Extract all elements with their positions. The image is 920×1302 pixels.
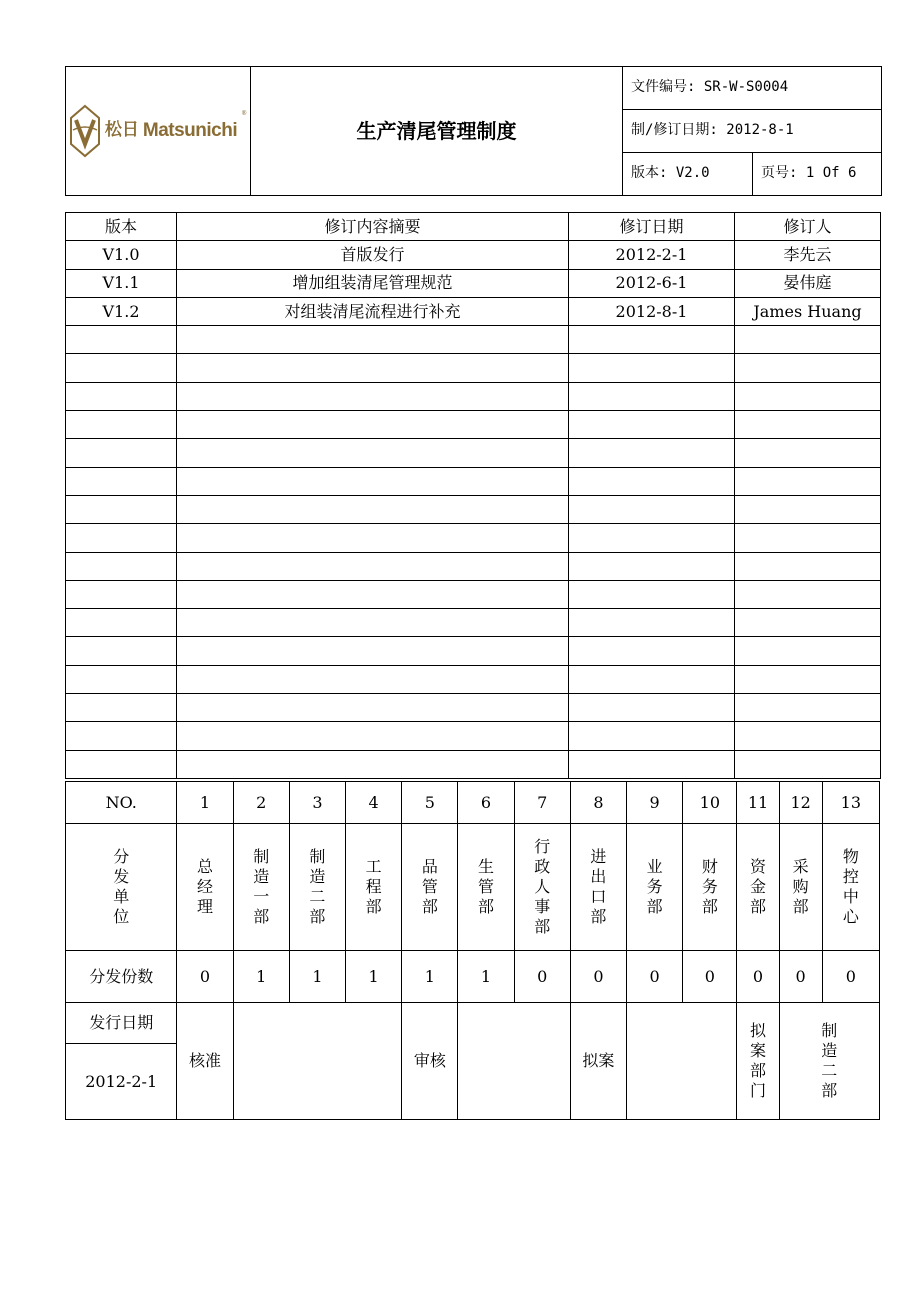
dept-number: 1 — [177, 782, 233, 824]
column-header: 修订内容摘要 — [177, 213, 569, 241]
unit-label-char: 发 — [113, 867, 130, 886]
empty-cell — [177, 665, 569, 693]
dept-name-char: 购 — [792, 877, 809, 896]
dept-number: 6 — [458, 782, 514, 824]
empty-row — [66, 750, 881, 778]
empty-cell — [735, 750, 881, 778]
copy-count: 0 — [779, 951, 822, 1003]
dept-name — [233, 824, 289, 951]
unit-label-char: 单 — [113, 887, 130, 906]
dept-name-char: 资 — [749, 857, 766, 876]
empty-cell — [177, 580, 569, 608]
draft-dept-char: 造 — [821, 1041, 838, 1060]
empty-cell — [735, 552, 881, 580]
empty-row — [66, 722, 881, 750]
empty-cell — [177, 495, 569, 523]
dept-name-char: 部 — [309, 907, 326, 926]
copy-count: 1 — [346, 951, 402, 1003]
empty-cell — [66, 552, 177, 580]
copy-count: 1 — [289, 951, 345, 1003]
dept-name-char: 出 — [590, 867, 607, 886]
draft-label: 拟案 — [570, 1003, 626, 1120]
table-cell: James Huang — [735, 297, 881, 325]
dept-name — [458, 824, 514, 951]
document-title: 生产清尾管理制度 — [251, 67, 623, 196]
dept-name-char: 部 — [365, 897, 382, 916]
empty-row — [66, 552, 881, 580]
empty-row — [66, 354, 881, 382]
issue-date-label: 发行日期 — [66, 1003, 177, 1044]
dept-name-char: 程 — [365, 877, 382, 896]
column-header: 修订人 — [735, 213, 881, 241]
empty-cell — [177, 411, 569, 439]
dept-name-char: 造 — [309, 867, 326, 886]
dept-name-char: 生 — [478, 857, 495, 876]
empty-cell — [569, 637, 735, 665]
dept-name-char: 部 — [534, 917, 551, 936]
dept-number: 13 — [822, 782, 879, 824]
copy-count: 1 — [402, 951, 458, 1003]
dept-name-char: 控 — [842, 867, 859, 886]
empty-cell — [569, 694, 735, 722]
empty-cell — [177, 382, 569, 410]
copy-count: 0 — [683, 951, 737, 1003]
dept-name-char: 金 — [749, 877, 766, 896]
empty-row — [66, 411, 881, 439]
empty-cell — [66, 354, 177, 382]
logo-english-name: Matsunichi — [142, 120, 238, 142]
empty-row — [66, 382, 881, 410]
empty-row — [66, 524, 881, 552]
empty-cell — [569, 495, 735, 523]
empty-row — [66, 580, 881, 608]
dept-name-char: 中 — [842, 887, 859, 906]
empty-cell — [66, 694, 177, 722]
dept-number: 7 — [514, 782, 570, 824]
empty-row — [66, 665, 881, 693]
draft-dept-char: 部 — [821, 1081, 838, 1100]
empty-revision-rows — [66, 326, 881, 779]
empty-cell — [735, 439, 881, 467]
empty-cell — [66, 439, 177, 467]
empty-cell — [66, 637, 177, 665]
dept-name-char: 一 — [253, 887, 270, 906]
dept-number: 3 — [289, 782, 345, 824]
dept-name — [822, 824, 879, 951]
review-label: 审核 — [402, 1003, 458, 1120]
empty-cell — [66, 609, 177, 637]
revision-date: 制/修订日期: 2012-8-1 — [623, 110, 882, 153]
empty-cell — [66, 411, 177, 439]
empty-cell — [569, 580, 735, 608]
empty-cell — [569, 382, 735, 410]
page-number: 页号: 1 Of 6 — [753, 153, 882, 196]
empty-cell — [66, 524, 177, 552]
empty-cell — [66, 495, 177, 523]
dept-name-char: 二 — [309, 887, 326, 906]
empty-cell — [569, 326, 735, 354]
empty-cell — [569, 354, 735, 382]
empty-row — [66, 467, 881, 495]
dept-name — [779, 824, 822, 951]
draft-dept — [779, 1003, 879, 1120]
empty-cell — [177, 524, 569, 552]
table-cell: V1.1 — [66, 269, 177, 297]
company-logo — [66, 104, 250, 158]
empty-cell — [569, 750, 735, 778]
dept-name-char: 品 — [421, 857, 438, 876]
table-cell: 李先云 — [735, 241, 881, 269]
dept-name-char: 务 — [646, 877, 663, 896]
empty-cell — [177, 326, 569, 354]
empty-cell — [177, 439, 569, 467]
draft-signature — [627, 1003, 737, 1120]
dept-name-char: 物 — [842, 847, 859, 866]
empty-cell — [569, 439, 735, 467]
dept-name-char: 心 — [842, 907, 859, 926]
draft-dept-label-char: 门 — [749, 1081, 766, 1100]
empty-row — [66, 495, 881, 523]
empty-row — [66, 609, 881, 637]
document-number: 文件编号: SR-W-S0004 — [623, 67, 882, 110]
dept-name-char: 政 — [534, 857, 551, 876]
dept-number: 9 — [627, 782, 683, 824]
empty-cell — [66, 382, 177, 410]
empty-row — [66, 326, 881, 354]
empty-cell — [177, 694, 569, 722]
draft-dept-label-char: 案 — [749, 1041, 766, 1060]
empty-cell — [177, 354, 569, 382]
empty-cell — [66, 580, 177, 608]
table-cell: V1.0 — [66, 241, 177, 269]
empty-cell — [569, 722, 735, 750]
empty-cell — [735, 609, 881, 637]
dept-name-char: 财 — [701, 857, 718, 876]
dept-name-char: 总 — [197, 857, 214, 876]
number-label: NO. — [66, 782, 177, 824]
empty-row — [66, 439, 881, 467]
empty-cell — [735, 354, 881, 382]
empty-row — [66, 694, 881, 722]
dept-number: 4 — [346, 782, 402, 824]
dept-name-char: 造 — [253, 867, 270, 886]
empty-cell — [735, 722, 881, 750]
issue-date: 2012-2-1 — [66, 1044, 177, 1120]
empty-cell — [177, 750, 569, 778]
empty-cell — [66, 665, 177, 693]
revision-history-table — [65, 212, 881, 779]
empty-cell — [177, 722, 569, 750]
draft-dept-char: 制 — [821, 1021, 838, 1040]
dept-number: 8 — [570, 782, 626, 824]
table-row — [66, 241, 881, 269]
table-cell: V1.2 — [66, 297, 177, 325]
dept-name-char: 人 — [534, 877, 551, 896]
dept-name — [737, 824, 779, 951]
dept-name-char: 部 — [421, 897, 438, 916]
dept-name-char: 制 — [309, 847, 326, 866]
dept-number: 12 — [779, 782, 822, 824]
approve-signature — [233, 1003, 402, 1120]
dept-name-char: 部 — [590, 907, 607, 926]
dept-name-char: 工 — [365, 857, 382, 876]
empty-cell — [66, 467, 177, 495]
copy-count: 1 — [233, 951, 289, 1003]
count-row — [66, 951, 880, 1003]
issue-row — [66, 1003, 880, 1044]
empty-cell — [177, 637, 569, 665]
empty-cell — [735, 495, 881, 523]
table-cell: 晏伟庭 — [735, 269, 881, 297]
empty-cell — [735, 524, 881, 552]
table-row — [66, 297, 881, 325]
dept-name — [346, 824, 402, 951]
table-row — [66, 269, 881, 297]
dept-name-char: 理 — [197, 897, 214, 916]
empty-cell — [735, 694, 881, 722]
dept-name — [402, 824, 458, 951]
dept-name — [177, 824, 233, 951]
dept-name-char: 业 — [646, 857, 663, 876]
review-signature — [458, 1003, 570, 1120]
empty-cell — [177, 609, 569, 637]
revision-header-row — [66, 213, 881, 241]
dept-number: 10 — [683, 782, 737, 824]
empty-cell — [735, 580, 881, 608]
table-cell: 对组装清尾流程进行补充 — [177, 297, 569, 325]
copy-count: 0 — [737, 951, 779, 1003]
table-cell: 2012-2-1 — [569, 241, 735, 269]
dept-name-char: 部 — [478, 897, 495, 916]
column-header: 版本 — [66, 213, 177, 241]
empty-cell — [569, 411, 735, 439]
unit-label-char: 分 — [113, 847, 130, 866]
empty-cell — [569, 665, 735, 693]
count-label: 分发份数 — [66, 951, 177, 1003]
copy-count: 0 — [570, 951, 626, 1003]
empty-row — [66, 637, 881, 665]
empty-cell — [569, 467, 735, 495]
approve-label: 核准 — [177, 1003, 233, 1120]
dept-name-char: 管 — [478, 877, 495, 896]
dept-name-char: 务 — [701, 877, 718, 896]
document-header — [65, 66, 882, 196]
draft-dept-label — [737, 1003, 779, 1120]
logo-chinese-name: 松日 — [104, 120, 139, 141]
empty-cell — [569, 552, 735, 580]
dept-name — [514, 824, 570, 951]
dept-name-char: 经 — [197, 877, 214, 896]
empty-cell — [735, 382, 881, 410]
dept-number: 2 — [233, 782, 289, 824]
dept-name-char: 口 — [590, 887, 607, 906]
table-cell: 首版发行 — [177, 241, 569, 269]
copy-count: 0 — [177, 951, 233, 1003]
empty-cell — [735, 637, 881, 665]
dept-name-char: 部 — [253, 907, 270, 926]
dept-name-char: 采 — [792, 857, 809, 876]
dept-name — [683, 824, 737, 951]
empty-cell — [66, 326, 177, 354]
table-cell: 增加组装清尾管理规范 — [177, 269, 569, 297]
unit-label-char: 位 — [113, 907, 130, 926]
dept-name-char: 部 — [701, 897, 718, 916]
dept-number: 11 — [737, 782, 779, 824]
dept-name-char: 进 — [590, 847, 607, 866]
unit-label — [66, 824, 177, 951]
dept-name-char: 部 — [749, 897, 766, 916]
empty-cell — [735, 411, 881, 439]
table-cell: 2012-8-1 — [569, 297, 735, 325]
empty-cell — [569, 609, 735, 637]
empty-cell — [66, 750, 177, 778]
unit-row — [66, 824, 880, 951]
empty-cell — [569, 524, 735, 552]
logo-cell — [66, 67, 251, 196]
copy-count: 0 — [627, 951, 683, 1003]
table-cell: 2012-6-1 — [569, 269, 735, 297]
column-header: 修订日期 — [569, 213, 735, 241]
dept-name — [570, 824, 626, 951]
registered-mark: ® — [241, 110, 248, 117]
logo-emblem-icon — [69, 104, 101, 158]
dept-name-char: 部 — [646, 897, 663, 916]
distribution-table — [65, 781, 880, 1120]
empty-cell — [177, 467, 569, 495]
empty-cell — [735, 665, 881, 693]
copy-count: 0 — [514, 951, 570, 1003]
dept-name-char: 管 — [421, 877, 438, 896]
copy-count: 1 — [458, 951, 514, 1003]
dept-name-char: 制 — [253, 847, 270, 866]
empty-cell — [735, 326, 881, 354]
number-row — [66, 782, 880, 824]
empty-cell — [66, 722, 177, 750]
copy-count: 0 — [822, 951, 879, 1003]
dept-name-char: 事 — [534, 897, 551, 916]
draft-dept-label-char: 拟 — [749, 1021, 766, 1040]
empty-cell — [177, 552, 569, 580]
draft-dept-label-char: 部 — [749, 1061, 766, 1080]
draft-dept-char: 二 — [821, 1061, 838, 1080]
dept-number: 5 — [402, 782, 458, 824]
dept-name — [289, 824, 345, 951]
empty-cell — [735, 467, 881, 495]
version-number: 版本: V2.0 — [623, 153, 753, 196]
dept-name-char: 行 — [534, 837, 551, 856]
dept-name — [627, 824, 683, 951]
dept-name-char: 部 — [792, 897, 809, 916]
